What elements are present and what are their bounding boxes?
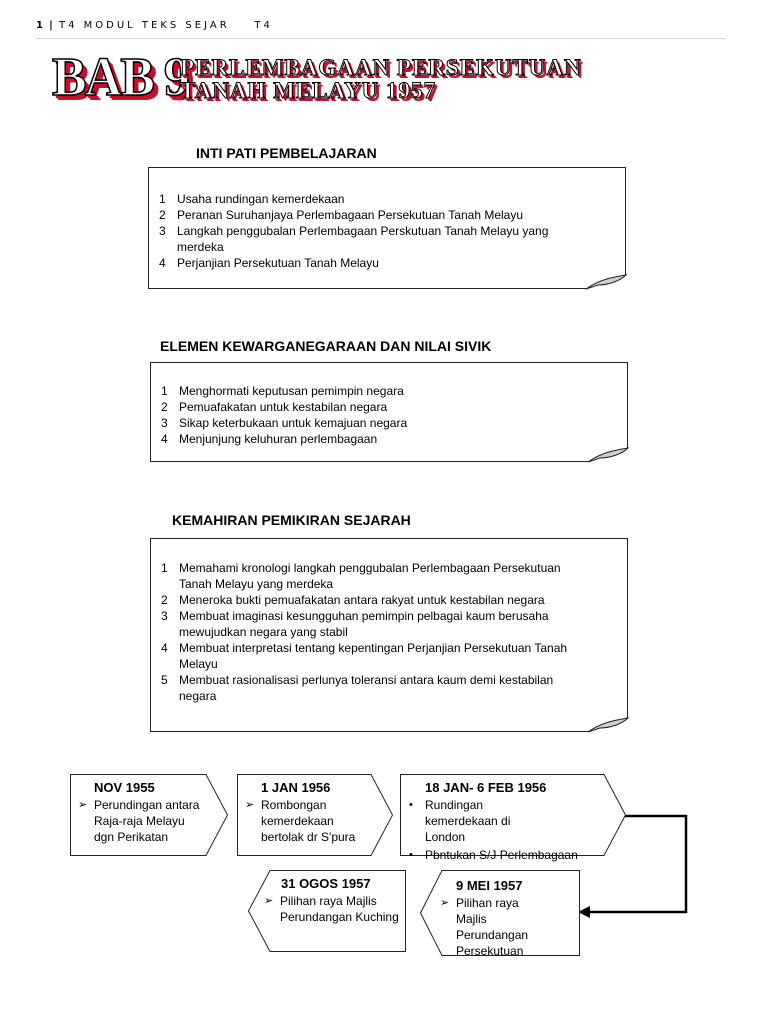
list-item: 2 Peranan Suruhanjaya Perlembagaan Persekutuan Tanah Melayu bbox=[159, 208, 524, 222]
timeline-box-9-mei-1957 bbox=[420, 870, 580, 956]
timeline-box-nov-1955 bbox=[70, 774, 228, 856]
chapter-title-line2: TANAH MELAYU 1957 bbox=[180, 78, 436, 103]
timeline-date: 9 MEI 1957 bbox=[456, 878, 523, 893]
list-item: 3 Langkah penggubalan Perlembagaan Perskutuan Tanah Melayu yang merdeka bbox=[159, 224, 549, 254]
list-item: 5 Membuat rasionalisasi perlunya toleransi antara kaum demi kestabilan negara bbox=[161, 673, 554, 703]
chapter-title-line1: PERLEMBAGAAN PERSEKUTUAN bbox=[180, 55, 582, 80]
timeline-box-31-ogos-1957 bbox=[248, 870, 406, 952]
list-item: 4 Perjanjian Persekutuan Tanah Melayu bbox=[159, 256, 379, 270]
list-item: 2 Pemuafakatan untuk kestabilan negara bbox=[161, 400, 388, 414]
timeline-point: ➢ Pilihan raya Majlis Perundangan Kuching bbox=[264, 894, 399, 924]
page-number: 1 bbox=[36, 20, 43, 31]
timeline-point: ➢ Rombongan kemerdekaan bertolak dr S'pura bbox=[245, 798, 356, 844]
timeline-date: 18 JAN- 6 FEB 1956 bbox=[425, 780, 547, 795]
header-separator: | bbox=[49, 20, 53, 31]
section-heading-kemahiran: KEMAHIRAN PEMIKIRAN SEJARAH bbox=[172, 512, 411, 528]
list-item: 3 Sikap keterbukaan untuk kemajuan negara bbox=[161, 416, 408, 430]
section-heading-inti-pati: INTI PATI PEMBELAJARAN bbox=[196, 145, 377, 161]
timeline-date: NOV 1955 bbox=[94, 780, 155, 795]
timeline-date: 1 JAN 1956 bbox=[261, 780, 331, 795]
list-item: 4 Menjunjung keluhuran perlembagaan bbox=[161, 432, 378, 446]
timeline-point: ➢ Pilihan raya Majlis Perundangan Persekutuan bbox=[440, 896, 529, 958]
list-item: 1 Menghormati keputusan pemimpin negara bbox=[161, 384, 404, 398]
timeline-box-18-jan-6-feb-1956 bbox=[400, 774, 626, 862]
timeline-date: 31 OGOS 1957 bbox=[281, 876, 371, 891]
list-item: 3 Membuat imaginasi kesungguhan pemimpin pelbagai kaum berusaha mewujudkan negara yang stabil bbox=[161, 609, 549, 639]
list-item: 2 Meneroka bukti pemuafakatan antara rakyat untuk kestabilan negara bbox=[161, 593, 545, 607]
timeline-box-1-jan-1956 bbox=[237, 774, 393, 856]
list-item: 4 Membuat interpretasi tentang kepentingan Perjanjian Persekutuan Tanah Melayu bbox=[161, 641, 568, 671]
timeline-point: ➢ Perundingan antara Raja-raja Melayu dgn Perikatan bbox=[78, 798, 200, 844]
timeline-point: • Pbntukan S/J Perlembagaan bbox=[409, 848, 578, 862]
section-heading-elemen: ELEMEN KEWARGANEGARAAN DAN NILAI SIVIK bbox=[160, 338, 492, 354]
chapter-number: BAB 9 bbox=[52, 47, 188, 108]
timeline-point: • Rundingan kemerdekaan di London bbox=[409, 798, 511, 844]
list-item: 1 Memahami kronologi langkah penggubalan Perlembagaan Persekutuan Tanah Melayu yang merdeka bbox=[161, 561, 561, 591]
header-text: T4 MODUL TEKS SEJAR T4 bbox=[59, 20, 273, 31]
list-item: 1 Usaha rundingan kemerdekaan bbox=[159, 192, 345, 206]
